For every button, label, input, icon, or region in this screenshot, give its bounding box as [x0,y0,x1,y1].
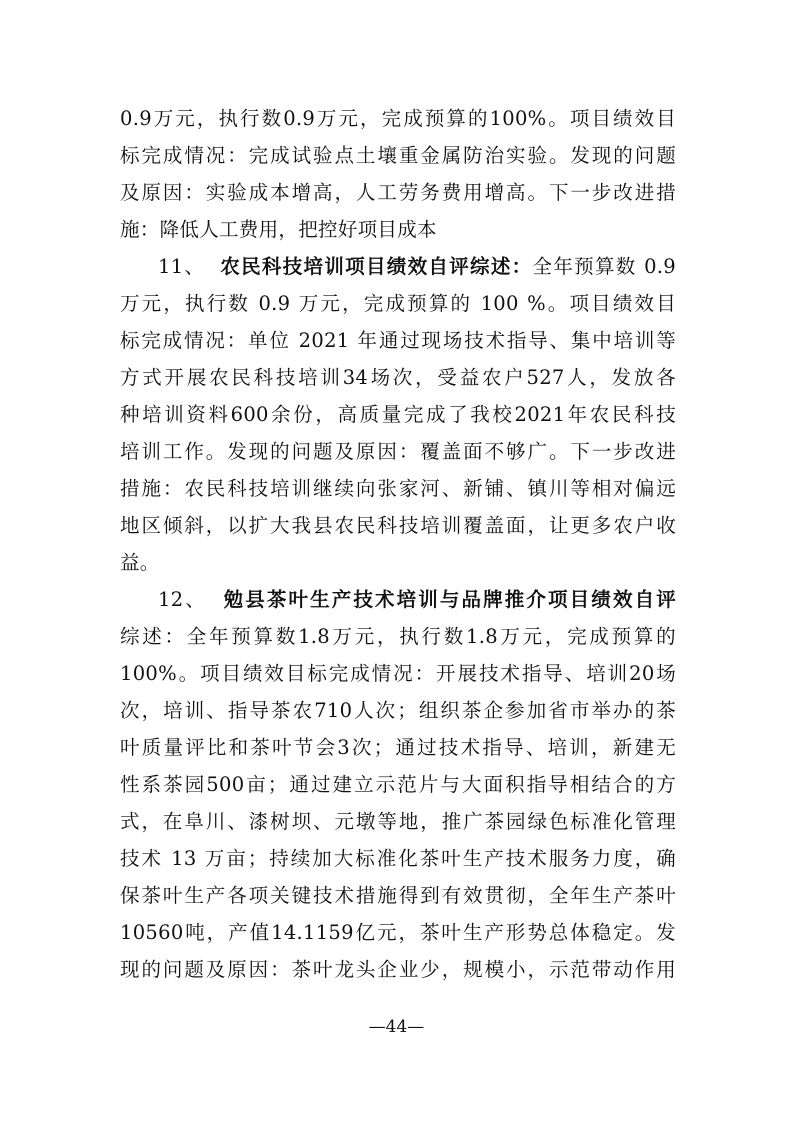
text-line: 万元，执行数 0.9 万元，完成预算的 100 %。项目绩效目 [120,292,676,315]
text-line: 10560吨，产值14.1159亿元，茶叶生产形势总体稳定。发 [120,921,676,944]
text-line: 性系茶园500亩；通过建立示范片与大面积指导相结合的方 [120,773,676,796]
text-line: 地区倾斜，以扩大我县农民科技培训覆盖面，让更多农户收 [120,514,676,537]
text-line: 标完成情况：完成试验点土壤重金属防治实验。发现的问题 [120,144,676,167]
section-12-number: 12、 [158,588,207,611]
page-number: —44— [368,1017,425,1037]
text-line: 技术 13 万亩；持续加大标准化茶叶生产技术服务力度，确 [120,847,676,870]
section-11-heading-line [120,248,676,285]
text-line: 及原因：实验成本增高，人工劳务费用增高。下一步改进措 [120,181,676,204]
text-line: 种培训资料600余份，高质量完成了我校2021年农民科技 [120,403,676,426]
text-line: 现的问题及原因：茶叶龙头企业少，规模小，示范带动作用 [120,958,676,981]
text-line: 叶质量评比和茶叶节会3次；通过技术指导、培训，新建无 [120,736,676,759]
document-body [120,100,676,988]
section-11-first-line-text: 全年预算数 0.9 [532,255,676,278]
section-11-title: 农民科技培训项目绩效自评综述： [220,255,533,278]
text-line: 0.9万元，执行数0.9万元，完成预算的100%。项目绩效目 [120,107,676,130]
text-line: 措施：农民科技培训继续向张家河、新铺、镇川等相对偏远 [120,477,676,500]
text-line: 施：降低人工费用，把控好项目成本 [120,218,437,241]
text-line: 保茶叶生产各项关键技术措施得到有效贯彻，全年生产茶叶 [120,884,676,907]
text-line: 标完成情况：单位 2021 年通过现场技术指导、集中培训等 [120,329,676,352]
text-line: 培训工作。发现的问题及原因：覆盖面不够广。下一步改进 [120,440,676,463]
section-12-heading-line [120,581,676,618]
section-12-title: 勉县茶叶生产技术培训与品牌推介项目绩效自评 [223,588,677,611]
text-line: 方式开展农民科技培训34场次，受益农户527人，发放各 [120,366,676,389]
text-line: 100%。项目绩效目标完成情况：开展技术指导、培训20场 [120,662,676,685]
section-11-number: 11、 [158,255,206,278]
text-line: 综述：全年预算数1.8万元，执行数1.8万元，完成预算的 [120,625,676,648]
text-line: 益。 [120,551,160,574]
text-line: 次，培训、指导茶农710人次；组织茶企参加省市举办的茶 [120,699,676,722]
text-line: 式，在阜川、漆树坝、元墩等地，推广茶园绿色标准化管理 [120,810,676,833]
